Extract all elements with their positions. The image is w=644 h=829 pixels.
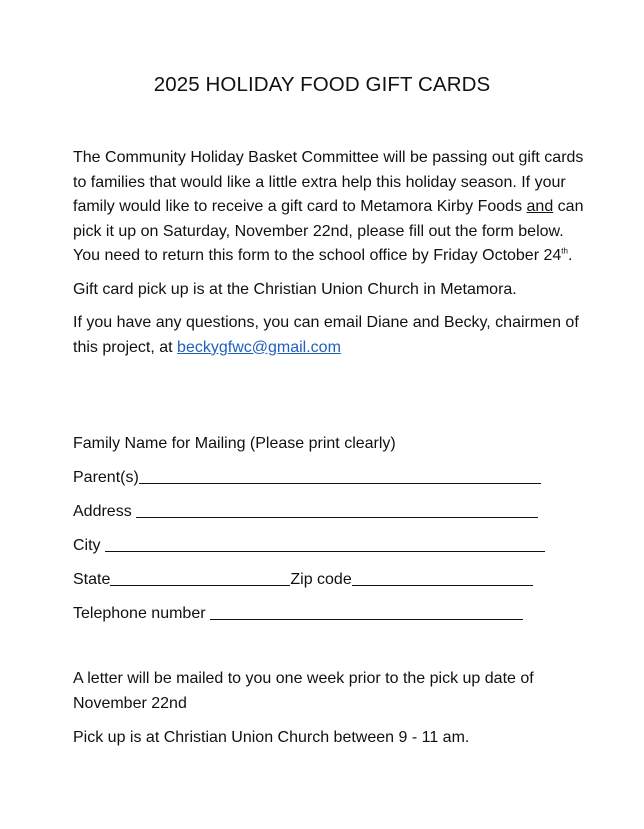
pickup-location-paragraph: Gift card pick up is at the Christian Union Church in Metamora. — [73, 280, 517, 298]
zip-field[interactable] — [352, 568, 533, 586]
state-field[interactable] — [110, 568, 290, 586]
questions-paragraph — [73, 311, 585, 360]
page-title: 2025 HOLIDAY FOOD GIFT CARDS — [153, 73, 491, 96]
telephone-row — [73, 602, 553, 636]
form-heading-row — [73, 432, 553, 466]
letter-note: A letter will be mailed to you one week prior to the pick up date of November 22nd — [73, 670, 534, 712]
city-row — [73, 534, 553, 568]
intro-text-part3: . — [567, 247, 573, 264]
parents-row — [73, 466, 553, 500]
address-label: Address — [73, 503, 132, 520]
intro-paragraph — [73, 146, 585, 269]
intro-superscript: th — [561, 246, 568, 256]
parents-label: Parent(s) — [73, 469, 139, 486]
footer-section — [73, 667, 585, 751]
pickup-time: Pick up is at Christian Union Church between 9 - 11 am. — [73, 729, 470, 746]
family-form — [73, 432, 553, 636]
form-heading: Family Name for Mailing (Please print clearly) — [73, 435, 396, 452]
intro-text-part2: can pick it up on Saturday, November 22nd, please fill out the form below. You need to return this form to the school office by Friday October 24 — [73, 198, 584, 264]
intro-section — [73, 146, 585, 360]
state-zip-row — [73, 568, 553, 602]
city-label: City — [73, 537, 101, 554]
telephone-field[interactable] — [210, 602, 523, 620]
contact-email-link[interactable]: beckygfwc@gmail.com — [177, 338, 341, 356]
city-field[interactable] — [105, 534, 545, 552]
address-field[interactable] — [136, 500, 538, 518]
zip-label: Zip code — [290, 571, 352, 588]
intro-underlined-word: and — [526, 198, 554, 215]
parents-field[interactable] — [139, 466, 541, 484]
questions-text: If you have any questions, you can email Diane and Becky, chairmen of this project, at — [73, 314, 579, 356]
address-row — [73, 500, 553, 534]
state-label: State — [73, 571, 111, 588]
intro-text-part1: The Community Holiday Basket Committee will be passing out gift cards to families that would like a little extra help this holiday season. If your family would like to receive a gift card to Metamora Kirby Foods — [73, 149, 584, 215]
telephone-label: Telephone number — [73, 605, 206, 622]
